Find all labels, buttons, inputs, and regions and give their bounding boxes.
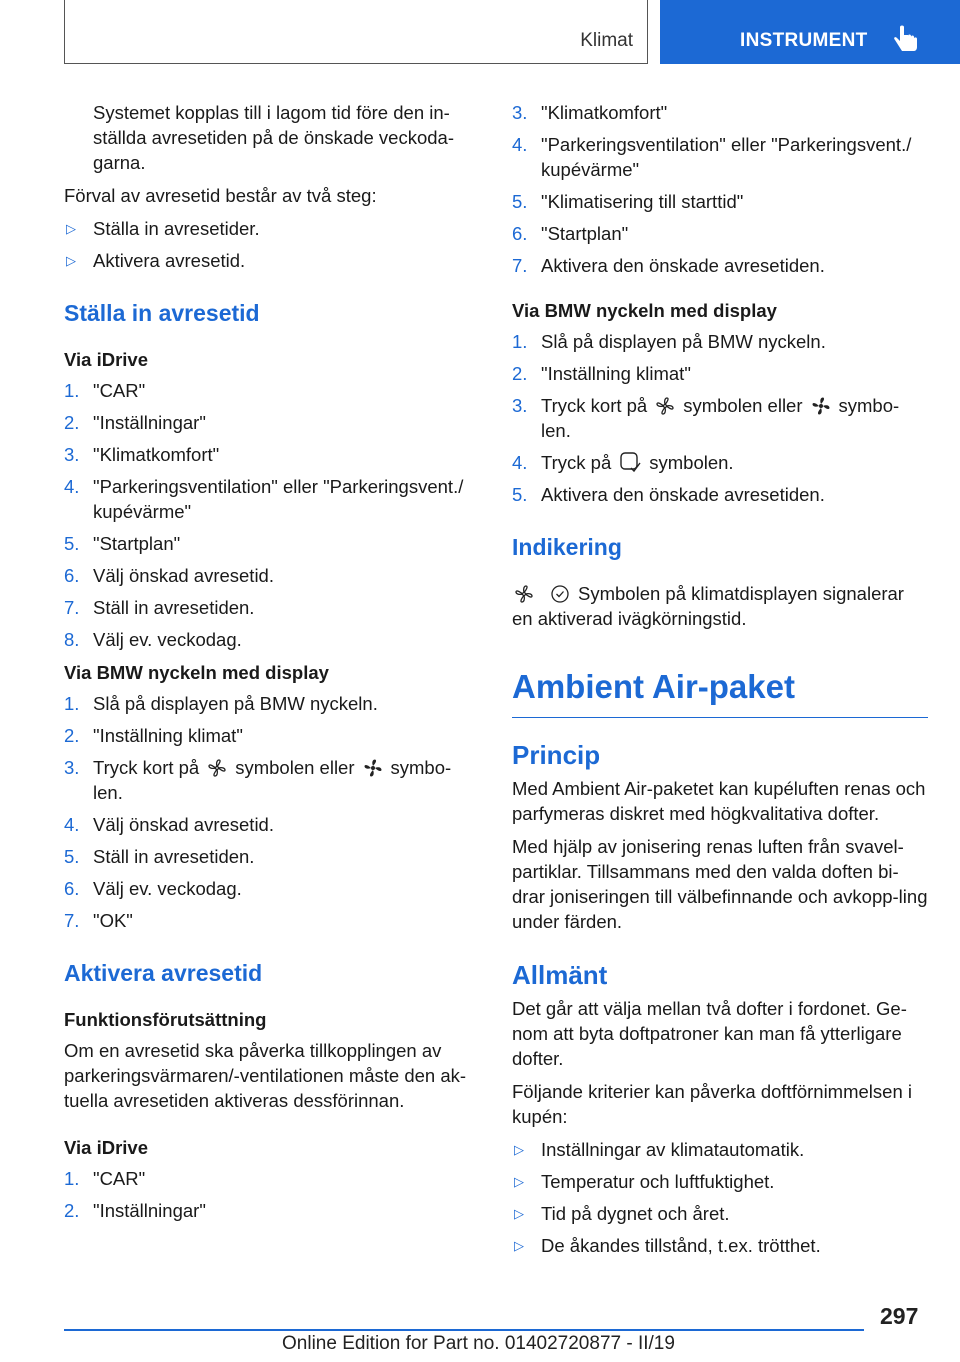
list-item: ▷ Ställa in avresetider.	[66, 218, 260, 239]
heading-aktivera: Aktivera avresetid	[64, 960, 263, 986]
allmant-paragraph-1: Det går att välja mellan två dofter i fordonet. Ge-nom att byta doftpatroner kan man få ytterligare dofter.	[512, 998, 907, 1069]
intro-paragraph: Systemet kopplas till i lagom tid före den in-ställda avresetiden på de önskade veckoda-garna.	[93, 102, 454, 173]
fan-icon	[207, 758, 227, 778]
header-box	[64, 0, 648, 64]
allmant-paragraph-2: Följande kriterier kan påverka doftförnimmelsen i kupén:	[512, 1081, 912, 1127]
criteria-list	[512, 1137, 928, 1258]
left-column	[64, 100, 480, 1231]
list-item: ▷ De åkandes tillstånd, t.ex. trötthet.	[514, 1235, 821, 1256]
hand-pointer-icon	[892, 24, 920, 54]
key-list-2	[512, 329, 928, 507]
list-item: 1. "CAR"	[64, 1168, 146, 1189]
timer-confirm-icon	[619, 451, 641, 473]
key-list-1	[64, 691, 480, 933]
right-column	[512, 100, 928, 1266]
idrive-list-2-cont	[512, 100, 928, 278]
steps-list	[64, 216, 480, 273]
list-item: 2. "Inställning klimat"	[64, 725, 243, 746]
list-item: 3. "Klimatkomfort"	[512, 102, 668, 123]
list-item: 6. Välj önskad avresetid.	[64, 565, 274, 586]
list-item: 6. "Startplan"	[512, 223, 629, 244]
list-item: 8. Välj ev. veckodag.	[64, 629, 242, 650]
list-item: 7. Ställ in avresetiden.	[64, 597, 255, 618]
chapter-tab[interactable]	[660, 0, 960, 64]
funktion-paragraph: Om en avresetid ska påverka tillkopplingen av parkeringsvärmaren/-ventilationen måste den ak-tuella avresetiden aktiveras dessförinnan.	[64, 1040, 467, 1111]
fan-heat-icon	[811, 396, 831, 416]
list-item: 7. "OK"	[64, 910, 133, 931]
subheading-via-key-2: Via BMW nyckeln med display	[512, 300, 777, 321]
subheading-funktion: Funktionsförutsättning	[64, 1009, 267, 1030]
list-item: ▷ Temperatur och luftfuktighet.	[514, 1171, 775, 1192]
princip-paragraph-1: Med Ambient Air-paketet kan kupéluften renas och parfymeras diskret med högkvalitativa dofter.	[512, 778, 926, 824]
fan-icon	[514, 584, 534, 604]
list-item: 4. "Parkeringsventilation" eller "Parkeringsvent./ kupévärme"	[64, 476, 464, 522]
heading-princip: Princip	[512, 740, 601, 770]
subheading-via-idrive: Via iDrive	[64, 349, 148, 370]
list-item: 3. Tryck kort på symbolen eller symbo-len.	[512, 395, 900, 441]
list-item: ▷ Tid på dygnet och året.	[514, 1203, 730, 1224]
list-item: 1. Slå på displayen på BMW nyckeln.	[512, 331, 826, 352]
heading-stalla-in: Ställa in avresetid	[64, 300, 260, 326]
triangle-bullet-icon: ▷	[514, 1174, 524, 1189]
list-item: 1. Slå på displayen på BMW nyckeln.	[64, 693, 378, 714]
chapter-label: INSTRUMENT	[740, 30, 868, 51]
list-item: 4. Välj önskad avresetid.	[64, 814, 274, 835]
list-item: ▷ Aktivera avresetid.	[66, 250, 246, 271]
list-item: 5. Ställ in avresetiden.	[64, 846, 255, 867]
list-item: 4. Tryck på symbolen.	[512, 452, 734, 473]
page-number: 297	[880, 1303, 919, 1329]
idrive-list-1	[64, 378, 480, 652]
footer-edition: Online Edition for Part no. 01402720877 - II/19	[282, 1333, 675, 1354]
heading-indikering: Indikering	[512, 534, 622, 560]
fan-heat-icon	[363, 758, 383, 778]
list-item: 3. "Klimatkomfort"	[64, 444, 220, 465]
heading-allmant: Allmänt	[512, 960, 608, 990]
section-title: Klimat	[580, 30, 633, 51]
clock-check-icon	[550, 584, 570, 604]
triangle-bullet-icon: ▷	[514, 1142, 524, 1157]
list-item: 3. Tryck kort på symbolen eller symbo-len.	[64, 757, 452, 803]
preset-intro: Förval av avresetid består av två steg:	[64, 185, 377, 206]
list-item: ▷ Inställningar av klimatautomatik.	[514, 1139, 805, 1160]
heading-ambient-air: Ambient Air-paket	[512, 667, 928, 718]
list-item: 1. "CAR"	[64, 380, 146, 401]
princip-paragraph-2: Med hjälp av jonisering renas luften från svavel-partiklar. Tillsammans med den valda doften bi-drar joniseringen till välbefinnande och avkopp-ling under färden.	[512, 836, 928, 932]
triangle-bullet-icon: ▷	[66, 221, 76, 236]
list-item: 5. "Startplan"	[64, 533, 181, 554]
list-item: 2. "Inställningar"	[64, 1200, 206, 1221]
list-item: 5. "Klimatisering till starttid"	[512, 191, 744, 212]
list-item: 6. Välj ev. veckodag.	[64, 878, 242, 899]
list-item: 4. "Parkeringsventilation" eller "Parkeringsvent./ kupévärme"	[512, 134, 912, 180]
idrive-list-2	[64, 1166, 480, 1223]
subheading-via-key: Via BMW nyckeln med display	[64, 662, 329, 683]
subheading-via-idrive-2: Via iDrive	[64, 1137, 148, 1158]
triangle-bullet-icon: ▷	[514, 1238, 524, 1253]
triangle-bullet-icon: ▷	[514, 1206, 524, 1221]
list-item: 2. "Inställning klimat"	[512, 363, 691, 384]
footer-divider	[64, 1329, 864, 1331]
list-item: 7. Aktivera den önskade avresetiden.	[512, 255, 825, 276]
triangle-bullet-icon: ▷	[66, 253, 76, 268]
list-item: 2. "Inställningar"	[64, 412, 206, 433]
indikering-paragraph: Symbolen på klimatdisplayen signalerar en aktiverad ivägkörningstid.	[512, 583, 904, 629]
fan-icon	[655, 396, 675, 416]
list-item: 5. Aktivera den önskade avresetiden.	[512, 484, 825, 505]
